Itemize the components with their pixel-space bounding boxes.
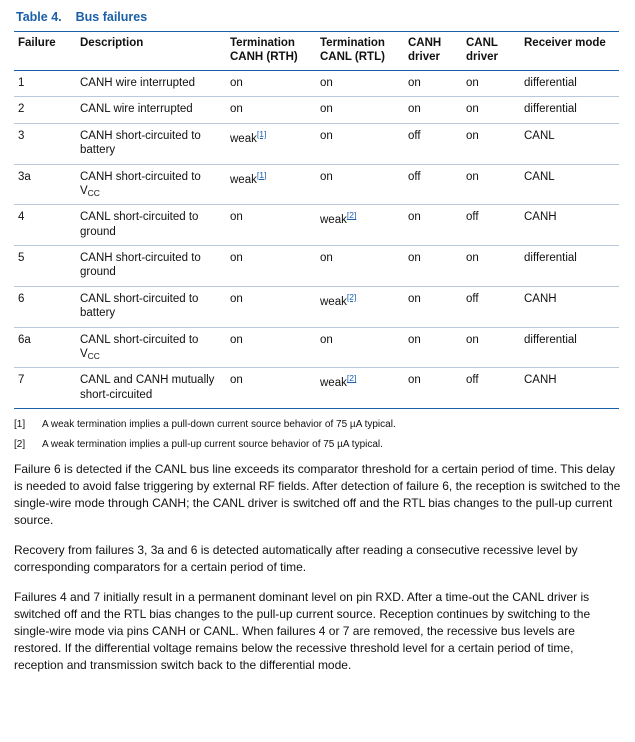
cell-termination-canh: on	[226, 205, 316, 246]
cell-failure: 6	[14, 286, 76, 327]
bus-failures-table	[14, 31, 619, 409]
cell-description: CANL wire interrupted	[76, 97, 226, 123]
paragraph: Failures 4 and 7 initially result in a permanent dominant level on pin RXD. After a time-out the CANL driver is switched off and the RTL bias changes to the pull-up current source. Reception continues by switching to the single-wire mode via pins CANH or CANL. When failures 4 or 7 are removed, the recessive bus levels are restored. If the differential voltage remains below the recessive threshold level for a certain period of time, reception and transmission switch back to the differential mode.	[14, 590, 591, 673]
cell-termination-canl: weak[2]	[316, 286, 404, 327]
cell-canh-driver: on	[404, 286, 462, 327]
cell-termination-canl: weak[2]	[316, 368, 404, 409]
cell-canl-driver: on	[462, 327, 520, 368]
cell-termination-canl: on	[316, 97, 404, 123]
cell-description: CANL short-circuited to ground	[76, 205, 226, 246]
table-row	[14, 71, 619, 97]
cell-termination-canl: on	[316, 123, 404, 164]
cell-termination-canh: on	[226, 368, 316, 409]
table-header	[14, 32, 619, 71]
footnote-text: A weak termination implies a pull-up current source behavior of 75 µA typical.	[42, 439, 383, 451]
cell-canl-driver: off	[462, 205, 520, 246]
table-row	[14, 327, 619, 368]
cell-receiver-mode: CANH	[520, 205, 619, 246]
cell-description: CANL short-circuited to $V_{CC}$	[76, 327, 226, 368]
cell-failure: 2	[14, 97, 76, 123]
cell-description: CANL short-circuited to battery	[76, 286, 226, 327]
table-caption	[16, 10, 623, 24]
cell-termination-canh: on	[226, 97, 316, 123]
cell-termination-canh: on	[226, 286, 316, 327]
column-header-receiver-mode: Receiver mode	[520, 32, 619, 71]
column-header-termination-canh: Termination CANH (RTH)	[226, 32, 316, 71]
table-body	[14, 71, 619, 409]
table-row	[14, 164, 619, 205]
table-row	[14, 97, 619, 123]
cell-canh-driver: on	[404, 246, 462, 287]
cell-canh-driver: off	[404, 164, 462, 205]
cell-canh-driver: on	[404, 97, 462, 123]
table-row	[14, 246, 619, 287]
cell-canl-driver: on	[462, 71, 520, 97]
cell-failure: 3a	[14, 164, 76, 205]
column-header-canh-driver: CANH driver	[404, 32, 462, 71]
cell-canl-driver: on	[462, 246, 520, 287]
cell-canl-driver: off	[462, 368, 520, 409]
cell-failure: 4	[14, 205, 76, 246]
cell-description: CANH wire interrupted	[76, 71, 226, 97]
cell-failure: 6a	[14, 327, 76, 368]
cell-receiver-mode: differential	[520, 71, 619, 97]
cell-description: CANH short-circuited to ground	[76, 246, 226, 287]
column-header-termination-canl: Termination CANL (RTL)	[316, 32, 404, 71]
table-caption-number: Table 4.	[16, 10, 62, 24]
footnote-mark: [2]	[14, 439, 26, 451]
footnotes	[14, 418, 623, 451]
cell-termination-canh: on	[226, 327, 316, 368]
table-caption-title: Bus failures	[75, 10, 148, 24]
cell-description: CANL and CANH mutually short-circuited	[76, 368, 226, 409]
paragraph: Recovery from failures 3, 3a and 6 is detected automatically after reading a consecutive recessive level by corresponding comparators for a certain period of time.	[14, 543, 578, 575]
cell-receiver-mode: differential	[520, 97, 619, 123]
cell-termination-canl: on	[316, 164, 404, 205]
cell-receiver-mode: differential	[520, 246, 619, 287]
subscript: CC	[87, 350, 100, 361]
cell-canl-driver: on	[462, 123, 520, 164]
cell-termination-canh: on	[226, 71, 316, 97]
cell-failure: 7	[14, 368, 76, 409]
cell-failure: 3	[14, 123, 76, 164]
footnote-ref[interactable]: [1]	[256, 128, 267, 139]
column-header-description: Description	[76, 32, 226, 71]
footnote	[14, 418, 623, 431]
cell-canh-driver: on	[404, 205, 462, 246]
cell-termination-canl: on	[316, 246, 404, 287]
cell-failure: 1	[14, 71, 76, 97]
cell-canh-driver: on	[404, 327, 462, 368]
cell-canh-driver: on	[404, 71, 462, 97]
footnote-ref[interactable]: [2]	[346, 210, 357, 221]
cell-receiver-mode: differential	[520, 327, 619, 368]
footnote-ref[interactable]: [1]	[256, 169, 267, 180]
subscript: CC	[87, 187, 100, 198]
table-row	[14, 368, 619, 409]
footnote-text: A weak termination implies a pull-down current source behavior of 75 µA typical.	[42, 419, 396, 431]
column-header-failure: Failure	[14, 32, 76, 71]
cell-canh-driver: on	[404, 368, 462, 409]
cell-termination-canh: weak[1]	[226, 164, 316, 205]
cell-receiver-mode: CANL	[520, 123, 619, 164]
cell-receiver-mode: CANH	[520, 286, 619, 327]
cell-termination-canl: on	[316, 327, 404, 368]
cell-canl-driver: off	[462, 286, 520, 327]
table-row	[14, 286, 619, 327]
cell-termination-canl: weak[2]	[316, 205, 404, 246]
paragraph: Failure 6 is detected if the CANL bus line exceeds its comparator threshold for a certain period of time. This delay is needed to avoid false triggering by external RF fields. After detection of failure 6, the reception is switched to the single-wire mode through CANH; the CANL driver is switched off and the RTL bias changes to the pull-up current source.	[14, 462, 621, 528]
footnote-ref[interactable]: [2]	[346, 373, 357, 384]
footnote-mark: [1]	[14, 419, 26, 431]
cell-termination-canh: weak[1]	[226, 123, 316, 164]
cell-canl-driver: on	[462, 97, 520, 123]
cell-receiver-mode: CANL	[520, 164, 619, 205]
cell-termination-canh: on	[226, 246, 316, 287]
cell-receiver-mode: CANH	[520, 368, 619, 409]
table-row	[14, 123, 619, 164]
table-header-row	[14, 32, 619, 71]
cell-failure: 5	[14, 246, 76, 287]
body-text	[14, 461, 623, 674]
column-header-canl-driver: CANL driver	[462, 32, 520, 71]
cell-termination-canl: on	[316, 71, 404, 97]
footnote	[14, 438, 623, 451]
footnote-ref[interactable]: [2]	[346, 291, 357, 302]
cell-canh-driver: off	[404, 123, 462, 164]
cell-description: CANH short-circuited to battery	[76, 123, 226, 164]
cell-description: CANH short-circuited to $V_{CC}$	[76, 164, 226, 205]
table-row	[14, 205, 619, 246]
cell-canl-driver: on	[462, 164, 520, 205]
